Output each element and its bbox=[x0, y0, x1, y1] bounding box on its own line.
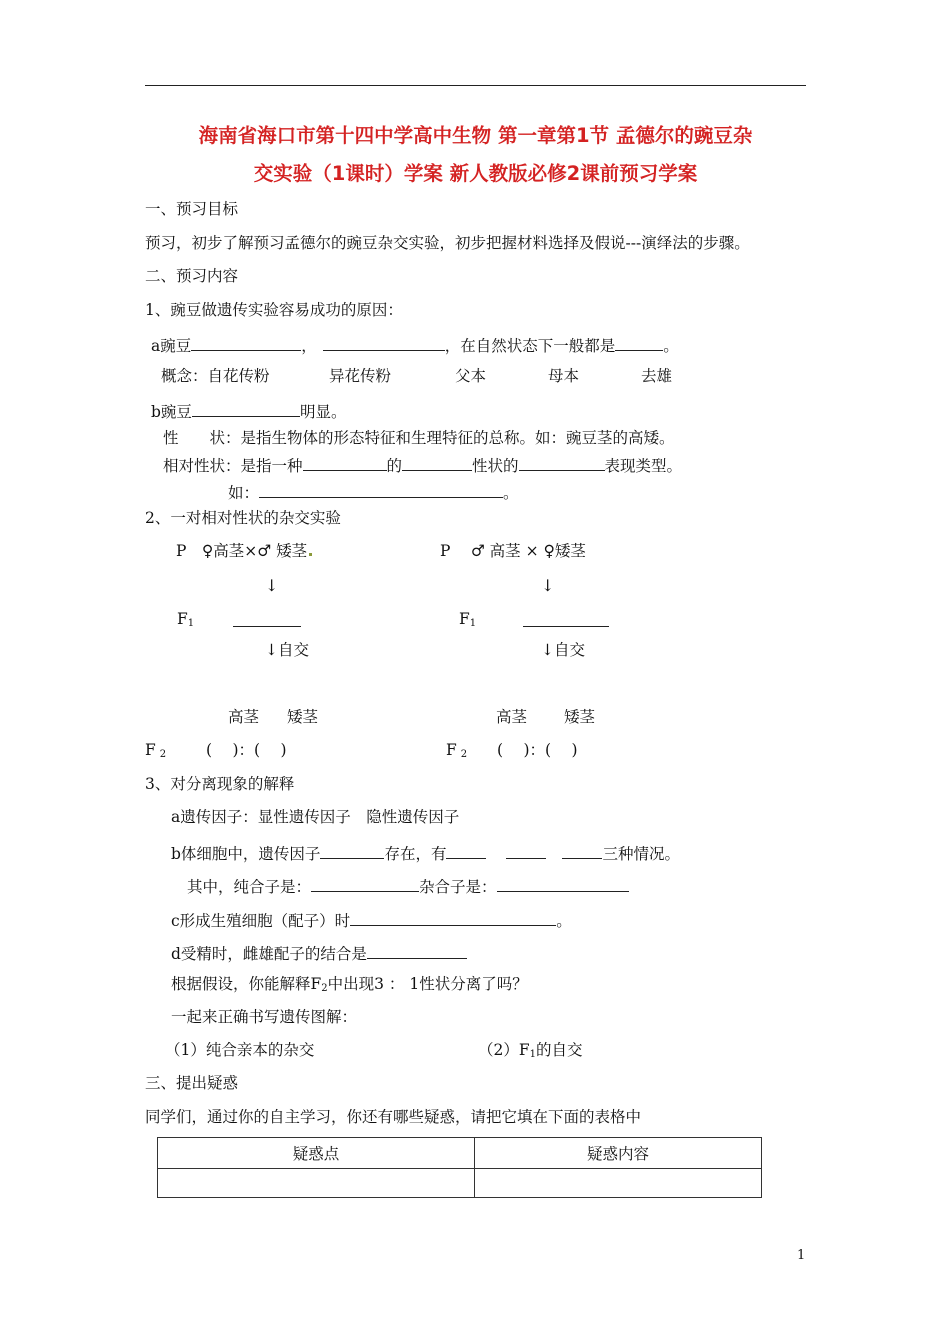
cross-left-parents bbox=[176, 544, 312, 560]
f2-left-label bbox=[145, 743, 166, 760]
cross-right-parents: P ♂ 高茎 × ♀矮茎 bbox=[440, 542, 586, 560]
trait-label: 性 状： bbox=[163, 429, 241, 447]
table-row bbox=[158, 1169, 762, 1198]
section1-heading: 一、预习目标 bbox=[145, 200, 239, 218]
item-3b-end: 三种情况。 bbox=[602, 845, 680, 863]
f2-letter: F bbox=[446, 741, 457, 759]
f2-right-label bbox=[446, 743, 467, 760]
f1-left-blank[interactable] bbox=[233, 612, 301, 627]
period: 。 bbox=[503, 484, 519, 502]
f1-subscript: 1 bbox=[469, 618, 477, 629]
blank-field[interactable] bbox=[192, 402, 300, 417]
blank-field[interactable] bbox=[367, 944, 467, 959]
table-header-doubt-point: 疑惑点 bbox=[158, 1138, 475, 1169]
question-2: 2、一对相对性状的杂交实验 bbox=[145, 509, 341, 527]
item-a-mid: ，在自然状态下一般都是 bbox=[444, 337, 616, 355]
blank-field[interactable] bbox=[320, 844, 384, 859]
blank-field[interactable] bbox=[506, 844, 546, 859]
item-3b-prefix: b体细胞中，遗传因子 bbox=[171, 845, 321, 863]
blank-field[interactable] bbox=[615, 336, 663, 351]
relative-de: 的 bbox=[386, 457, 403, 475]
f2-right-ratio: ( )：( ) bbox=[497, 741, 578, 759]
f2-left-short: 矮茎 bbox=[287, 708, 319, 726]
f1-left-label bbox=[177, 612, 194, 629]
item-3b bbox=[171, 844, 680, 863]
selfing-right bbox=[541, 643, 585, 659]
hetero-label: 杂合子是： bbox=[419, 878, 497, 896]
pure-label: 其中，纯合子是： bbox=[187, 878, 312, 896]
blank-field[interactable] bbox=[497, 877, 629, 892]
concept-1: 概念：自花传粉 bbox=[161, 367, 270, 385]
item-3c-text: c形成生殖细胞（配子）时 bbox=[171, 912, 351, 930]
item-b-prefix: b豌豆 bbox=[151, 403, 192, 421]
cross-left-text: P ♀高茎×♂ 矮茎 bbox=[176, 542, 308, 560]
item-3a: a遗传因子：显性遗传因子 隐性遗传因子 bbox=[171, 808, 460, 826]
comma: ， bbox=[301, 337, 317, 355]
blank-field[interactable] bbox=[446, 844, 486, 859]
f1-right-blank[interactable] bbox=[523, 612, 609, 627]
section1-text: 预习，初步了解预习孟德尔的豌豆杂交实验，初步把握材料选择及假说---演绎法的步骤。 bbox=[145, 234, 750, 252]
trait-definition bbox=[163, 431, 675, 447]
blank-field[interactable] bbox=[303, 456, 387, 471]
selfing-left bbox=[265, 643, 309, 659]
f1-letter: F bbox=[177, 610, 188, 628]
selfing-label: 自交 bbox=[554, 641, 586, 659]
item-b-end: 明显。 bbox=[299, 403, 347, 421]
question-suffix: 中出现3 ： 1性状分离了吗？ bbox=[327, 975, 528, 993]
f2-right-tall: 高茎 bbox=[496, 708, 528, 726]
down-arrow-icon: ↓ bbox=[265, 576, 279, 595]
blank-field[interactable] bbox=[562, 844, 602, 859]
f2-right-short: 矮茎 bbox=[564, 708, 596, 726]
doc-title-line2: 交实验（1课时）学案 新人教版必修2课前预习学案 bbox=[253, 162, 698, 185]
question-3: 3、对分离现象的解释 bbox=[145, 775, 295, 793]
f2-left-ratio: ( )：( ) bbox=[206, 741, 287, 759]
f2-subscript: 2 bbox=[159, 749, 167, 760]
item-a-prefix: a豌豆 bbox=[151, 337, 192, 355]
blank-field[interactable] bbox=[311, 877, 419, 892]
blank-field[interactable] bbox=[259, 483, 503, 498]
section3-text: 同学们，通过你的自主学习，你还有哪些疑惑，请把它填在下面的表格中 bbox=[145, 1108, 642, 1126]
f1-subscript: 1 bbox=[187, 618, 195, 629]
concept-3: 父本 bbox=[455, 367, 487, 385]
period: 。 bbox=[556, 912, 572, 930]
trait-text: 是指生物体的形态特征和生理特征的总称。如：豌豆茎的高矮。 bbox=[240, 429, 675, 447]
cross-2-suffix: 的自交 bbox=[536, 1041, 583, 1059]
cross-2-prefix: （2）F bbox=[478, 1041, 530, 1059]
blank-field[interactable] bbox=[402, 456, 472, 471]
item-3c bbox=[171, 911, 572, 930]
question-1: 1、豌豆做遗传实验容易成功的原因： bbox=[145, 301, 403, 319]
item-a-line bbox=[151, 336, 679, 355]
selfing-label: 自交 bbox=[278, 641, 310, 659]
blank-field[interactable] bbox=[191, 336, 301, 351]
down-arrow-icon: ↓ bbox=[541, 641, 554, 659]
question-prefix: 根据假设，你能解释F bbox=[171, 975, 322, 993]
table-cell-input[interactable] bbox=[158, 1169, 475, 1198]
concept-5: 去雄 bbox=[641, 367, 673, 385]
f1-right-label bbox=[459, 612, 476, 629]
down-arrow-icon: ↓ bbox=[541, 576, 555, 595]
f2-subscript: 2 bbox=[321, 983, 328, 994]
table-cell-input[interactable] bbox=[475, 1169, 762, 1198]
section2-heading: 二、预习内容 bbox=[145, 267, 239, 285]
doc-title-line1: 海南省海口市第十四中学高中生物 第一章第1节 孟德尔的豌豆杂 bbox=[198, 124, 753, 147]
relative-trait-end: 表现类型。 bbox=[604, 457, 683, 475]
f2-letter: F bbox=[145, 741, 156, 759]
period: 。 bbox=[663, 337, 679, 355]
concept-2: 异花传粉 bbox=[329, 367, 392, 385]
top-rule bbox=[145, 85, 806, 86]
doubts-table bbox=[157, 1137, 762, 1198]
f2-subscript: 2 bbox=[460, 749, 468, 760]
table-header-row bbox=[158, 1138, 762, 1169]
example-label: 如： bbox=[228, 484, 260, 502]
example-line bbox=[228, 483, 519, 502]
cross-1-label: （1）纯合亲本的杂交 bbox=[165, 1041, 315, 1059]
cross-2-label bbox=[478, 1043, 583, 1060]
diagram-prompt: 一起来正确书写遗传图解： bbox=[171, 1008, 358, 1026]
table-header-doubt-content: 疑惑内容 bbox=[475, 1138, 762, 1169]
relative-trait-line bbox=[163, 456, 682, 475]
down-arrow-icon: ↓ bbox=[265, 641, 278, 659]
f2-left-tall: 高茎 bbox=[228, 708, 260, 726]
blank-field[interactable] bbox=[350, 911, 556, 926]
item-3d bbox=[171, 944, 467, 963]
relative-trait-label: 相对性状：是指一种 bbox=[163, 457, 303, 475]
blank-field[interactable] bbox=[323, 336, 445, 351]
hypothesis-question bbox=[171, 977, 528, 994]
section3-heading: 三、提出疑惑 bbox=[145, 1074, 239, 1092]
relative-trait-mid: 性状的 bbox=[472, 457, 519, 475]
item-3d-text: d受精时，雌雄配子的结合是 bbox=[171, 945, 367, 963]
page-number: 1 bbox=[797, 1248, 806, 1263]
item-3b-mid: 存在，有 bbox=[384, 845, 447, 863]
f1-subscript: 1 bbox=[529, 1049, 536, 1060]
f1-letter: F bbox=[459, 610, 470, 628]
pure-hetero-line bbox=[187, 877, 629, 896]
blank-field[interactable] bbox=[519, 456, 605, 471]
item-b-line bbox=[151, 402, 346, 421]
concept-4: 母本 bbox=[548, 367, 580, 385]
mark-dot bbox=[309, 553, 312, 556]
